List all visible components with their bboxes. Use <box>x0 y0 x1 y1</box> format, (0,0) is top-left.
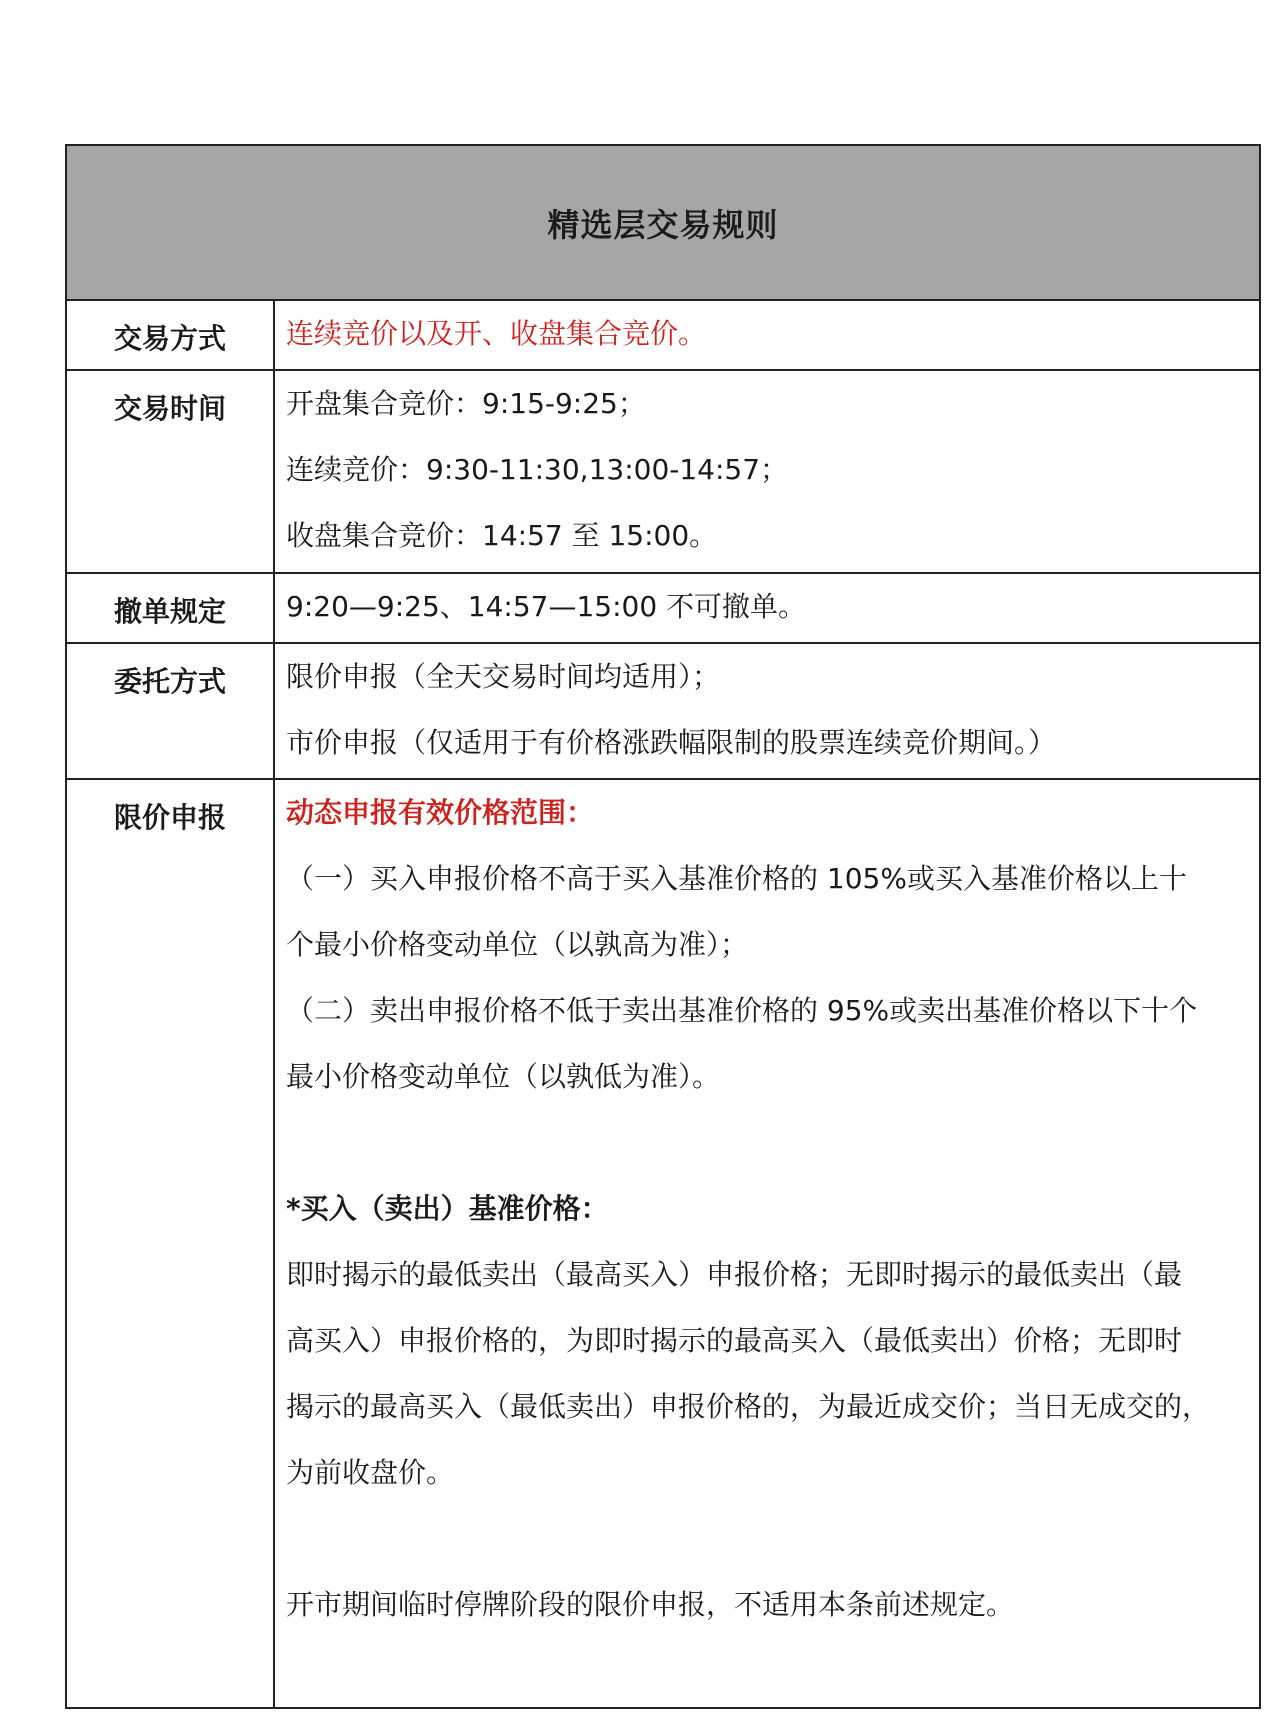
content-line: 最小价格变动单位（以孰低为准）。 <box>286 1060 721 1093</box>
row-content <box>275 644 1259 778</box>
content-line: （二）卖出申报价格不低于卖出基准价格的 95%或卖出基准价格以下十个 <box>286 994 1198 1027</box>
spacer <box>286 1110 1249 1176</box>
row-label: 撤单规定 <box>67 574 275 642</box>
row-label: 委托方式 <box>67 644 275 778</box>
row-trading-method <box>67 301 1259 371</box>
content-line: 个最小价格变动单位（以孰高为准）； <box>286 928 749 961</box>
content-line: 限价申报（全天交易时间均适用）； <box>286 660 721 693</box>
row-label: 限价申报 <box>67 780 275 1707</box>
trading-rules-table <box>65 144 1261 1709</box>
row-content <box>275 574 1259 642</box>
row-limit-order <box>67 780 1259 1707</box>
row-cancel-rules <box>67 574 1259 644</box>
row-trading-time <box>67 371 1259 574</box>
content-line: 揭示的最高买入（最低卖出）申报价格的，为最近成交价；当日无成交的， <box>286 1390 1211 1423</box>
spacer <box>286 1506 1249 1572</box>
content-line: 连续竞价以及开、收盘集合竞价。 <box>286 317 707 350</box>
section-heading: 动态申报有效价格范围： <box>286 796 595 829</box>
content-note: 开市期间临时停牌阶段的限价申报，不适用本条前述规定。 <box>286 1588 1015 1621</box>
row-content <box>275 301 1259 369</box>
content-line: 连续竞价：9:30-11:30,13:00-14:57； <box>286 453 789 486</box>
row-label: 交易方式 <box>67 301 275 369</box>
content-line: 为前收盘价。 <box>286 1456 455 1489</box>
row-content <box>275 371 1259 572</box>
row-label: 交易时间 <box>67 371 275 572</box>
table-title: 精选层交易规则 <box>547 205 779 244</box>
content-line: 收盘集合竞价：14:57 至 15:00。 <box>286 519 718 552</box>
row-order-method <box>67 644 1259 780</box>
content-line: 即时揭示的最低卖出（最高买入）申报价格；无即时揭示的最低卖出（最 <box>286 1258 1183 1291</box>
section-subheading: *买入（卖出）基准价格： <box>286 1192 609 1225</box>
content-line: 9:20—9:25、14:57—15:00 不可撤单。 <box>286 590 807 623</box>
content-line: 市价申报（仅适用于有价格涨跌幅限制的股票连续竞价期间。） <box>286 726 1057 759</box>
content-line: （一）买入申报价格不高于买入基准价格的 105%或买入基准价格以上十 <box>286 862 1187 895</box>
table-title-row <box>67 146 1259 301</box>
content-line: 高买入）申报价格的，为即时揭示的最高买入（最低卖出）价格；无即时 <box>286 1324 1183 1357</box>
content-line: 开盘集合竞价：9:15-9:25； <box>286 387 646 420</box>
row-content <box>275 780 1259 1707</box>
